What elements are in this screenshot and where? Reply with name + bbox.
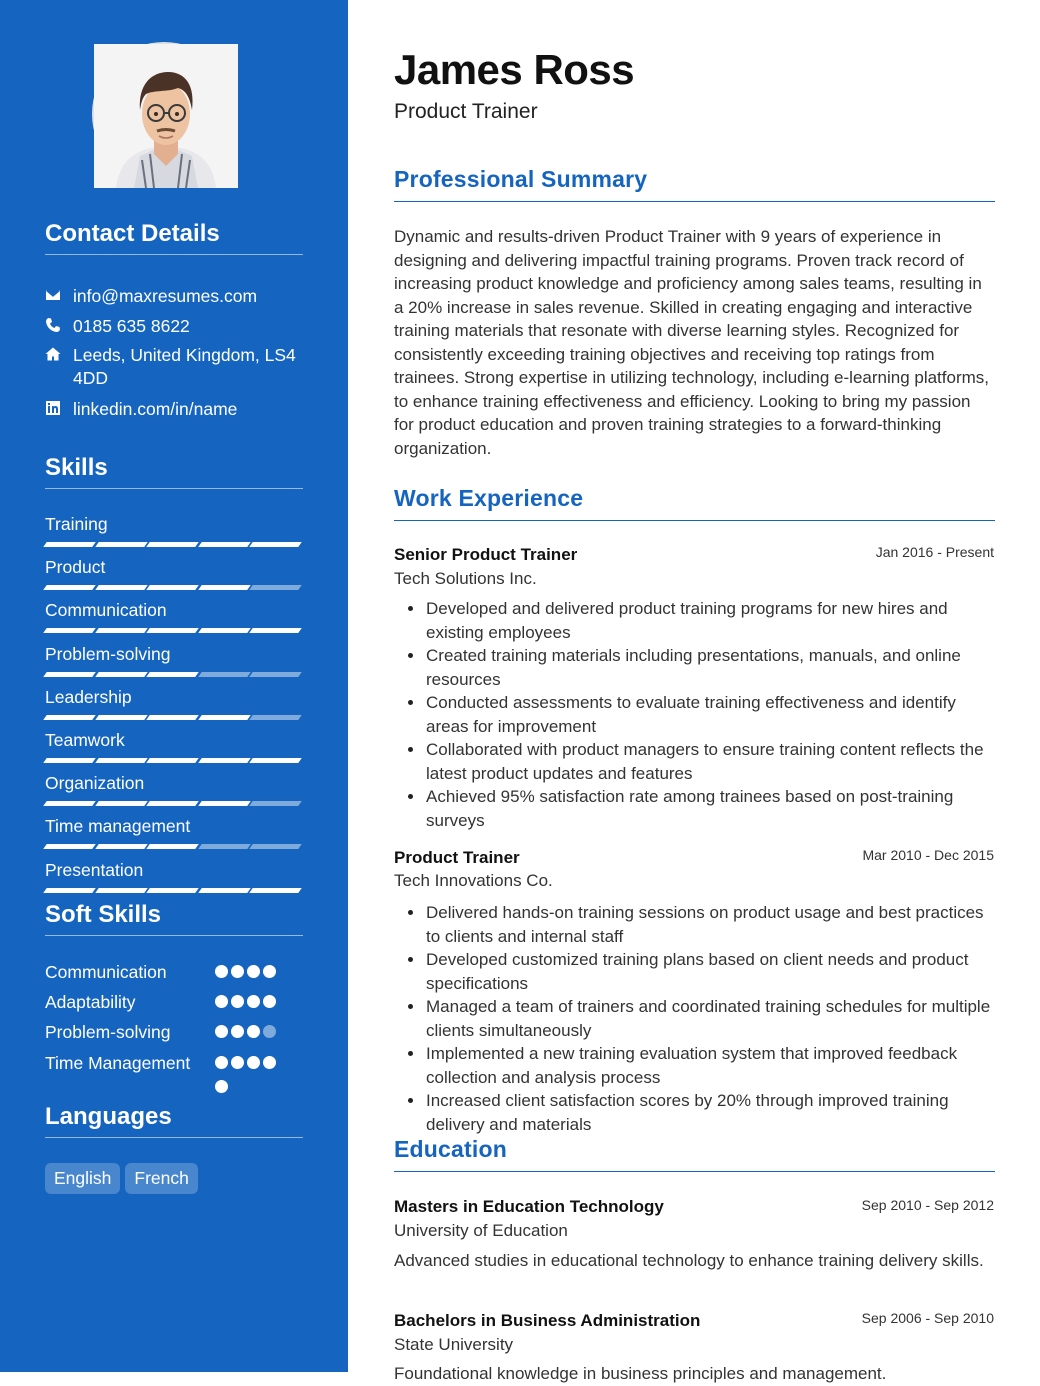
sidebar xyxy=(0,0,348,1372)
skill-name: Time management xyxy=(45,816,191,836)
skill-rating-bar xyxy=(43,585,95,590)
list-item: Increased client satisfaction scores by 20% through improved training delivery and materials xyxy=(394,1089,995,1136)
skill-rating-bar xyxy=(146,758,198,763)
skill-rating-bar xyxy=(198,801,250,806)
contact-linkedin-text: linkedin.com/in/name xyxy=(73,399,238,419)
skill-rating-bar xyxy=(198,672,250,677)
language-tag: French xyxy=(125,1163,197,1194)
soft-skill-rating-dot xyxy=(231,1056,244,1069)
skill-rating-bar xyxy=(146,801,198,806)
soft-skill-rating-dot xyxy=(263,1056,276,1069)
skill-rating-bar xyxy=(146,585,198,590)
skill-name: Problem-solving xyxy=(45,644,171,664)
skill-rating-bars xyxy=(45,715,303,720)
education-heading: Education xyxy=(394,1136,995,1172)
degree-description: Foundational knowledge in business principles and management. xyxy=(394,1364,887,1383)
skill-rating-bar xyxy=(43,672,95,677)
avatar xyxy=(92,42,236,186)
soft-skill-rating-dot xyxy=(215,995,228,1008)
skill-rating-bar xyxy=(43,715,95,720)
soft-skill-rating-dot xyxy=(247,1056,260,1069)
skill-rating-bar xyxy=(146,542,198,547)
contact-linkedin[interactable] xyxy=(45,398,303,421)
skill-rating-bars xyxy=(45,585,303,590)
skill-name: Organization xyxy=(45,773,145,793)
list-item: Collaborated with product managers to ensure training content reflects the latest product updates and features xyxy=(394,738,995,785)
job-bullets xyxy=(394,901,995,1136)
degree-school: University of Education xyxy=(394,1221,568,1240)
skill-rating-bar xyxy=(146,628,198,633)
skill-rating-bar xyxy=(43,542,95,547)
soft-skill-name: Time Management xyxy=(45,1053,191,1073)
job-bullets xyxy=(394,597,995,832)
skill-rating-bar xyxy=(95,672,147,677)
soft-skill-rating-dot xyxy=(215,1056,228,1069)
skill-rating-bar xyxy=(250,672,302,677)
skill-rating-bar xyxy=(146,888,198,893)
degree-title: Bachelors in Business Administration xyxy=(394,1311,701,1330)
skill-item xyxy=(45,514,303,547)
job-dates: Jan 2016 - Present xyxy=(875,544,994,560)
home-icon xyxy=(45,344,73,390)
skill-item xyxy=(45,644,303,677)
experience-heading: Work Experience xyxy=(394,485,995,521)
job-company: Tech Solutions Inc. xyxy=(394,569,537,588)
skill-rating-bar xyxy=(146,672,198,677)
skill-name: Leadership xyxy=(45,687,132,707)
skill-rating-bars xyxy=(45,844,303,849)
contact-address xyxy=(45,344,303,390)
skill-rating-bar xyxy=(43,801,95,806)
contact-address-text: Leeds, United Kingdom, LS4 4DD xyxy=(73,345,296,388)
degree-dates: Sep 2010 - Sep 2012 xyxy=(861,1197,994,1213)
soft-skill-rating-dot xyxy=(231,995,244,1008)
skill-rating-bar xyxy=(95,888,147,893)
list-item: Conducted assessments to evaluate training effectiveness and identify areas for improvement xyxy=(394,691,995,738)
degree-description: Advanced studies in educational technology to enhance training delivery skills. xyxy=(394,1251,984,1270)
skill-rating-bar xyxy=(95,844,147,849)
skills-heading: Skills xyxy=(45,454,303,489)
soft-skill-rating-dot xyxy=(215,1080,228,1093)
skill-item xyxy=(45,557,303,590)
skill-item xyxy=(45,816,303,849)
summary-text: Dynamic and results-driven Product Trainer with 9 years of experience in designing and delivering impactful training programs. Proven track record of increasing product knowledge and proficiency among sales teams, resulting in a 20% increase in sales revenue. Skilled in creating engaging and interactive training materials that resonate with diverse learning styles. Recognized for consistently exceeding training objectives and receiving top ratings from trainees. Strong expertise in utilizing technology, including e-learning platforms, to enhance training effectiveness and efficiency. Looking to bring my passion for product education and proven training strategies to a forward-thinking organization. xyxy=(394,227,990,458)
skill-rating-bar xyxy=(250,585,302,590)
soft-skill-rating-dots xyxy=(215,1056,291,1104)
skill-rating-bars xyxy=(45,801,303,806)
soft-skill-rating-dot xyxy=(215,965,228,978)
skill-rating-bar xyxy=(250,542,302,547)
contact-heading: Contact Details xyxy=(45,220,303,255)
soft-skill-rating-dot xyxy=(231,965,244,978)
skill-rating-bar xyxy=(198,585,250,590)
degree-school: State University xyxy=(394,1335,514,1354)
soft-skill-rating-dots xyxy=(215,965,291,989)
skill-rating-bar xyxy=(146,715,198,720)
envelope-icon xyxy=(45,285,73,308)
list-item: Delivered hands-on training sessions on product usage and best practices to clients and internal staff xyxy=(394,901,995,948)
soft-skill-name: Problem-solving xyxy=(45,1022,171,1042)
skill-rating-bar xyxy=(95,585,147,590)
skill-rating-bars xyxy=(45,628,303,633)
soft-skill-rating-dots xyxy=(215,995,291,1019)
skill-rating-bar xyxy=(198,888,250,893)
phone-icon xyxy=(45,315,73,338)
job-title: Senior Product Trainer xyxy=(394,545,578,564)
languages-list xyxy=(45,1163,203,1194)
skill-rating-bar xyxy=(250,844,302,849)
skill-name: Presentation xyxy=(45,860,144,880)
soft-skill-rating-dot xyxy=(263,995,276,1008)
soft-skill-rating-dot xyxy=(247,1025,260,1038)
skill-rating-bar xyxy=(43,888,95,893)
soft-skill-rating-dot xyxy=(215,1025,228,1038)
soft-skill-name: Communication xyxy=(45,962,167,982)
list-item: Managed a team of trainers and coordinated training schedules for multiple clients simultaneously xyxy=(394,995,995,1042)
skill-rating-bar xyxy=(43,758,95,763)
skill-rating-bar xyxy=(95,801,147,806)
contact-email-text: info@maxresumes.com xyxy=(73,286,258,306)
skill-rating-bar xyxy=(250,758,302,763)
skill-rating-bar xyxy=(95,542,147,547)
candidate-title: Product Trainer xyxy=(394,100,538,123)
linkedin-icon xyxy=(45,398,73,421)
degree-dates: Sep 2006 - Sep 2010 xyxy=(861,1310,994,1326)
candidate-name: James Ross xyxy=(394,46,635,93)
skill-rating-bar xyxy=(198,628,250,633)
skill-rating-bars xyxy=(45,672,303,677)
job-company: Tech Innovations Co. xyxy=(394,871,553,890)
skill-rating-bar xyxy=(43,844,95,849)
skill-rating-bar xyxy=(198,844,250,849)
skill-rating-bar xyxy=(95,758,147,763)
list-item: Developed customized training plans based on client needs and product specifications xyxy=(394,948,995,995)
skill-rating-bar xyxy=(43,628,95,633)
contact-phone-text: 0185 635 8622 xyxy=(73,316,190,336)
job-dates: Mar 2010 - Dec 2015 xyxy=(862,847,994,863)
skill-name: Training xyxy=(45,514,108,534)
skill-name: Product xyxy=(45,557,106,577)
skill-item xyxy=(45,730,303,763)
languages-heading: Languages xyxy=(45,1103,303,1138)
skill-rating-bar xyxy=(95,628,147,633)
skill-item xyxy=(45,860,303,893)
job-title: Product Trainer xyxy=(394,848,520,867)
list-item: Developed and delivered product training programs for new hires and existing employees xyxy=(394,597,995,644)
soft-skill-rating-dot xyxy=(247,995,260,1008)
skill-name: Teamwork xyxy=(45,730,125,750)
skill-rating-bar xyxy=(146,844,198,849)
degree-title: Masters in Education Technology xyxy=(394,1197,664,1216)
soft-skill-name: Adaptability xyxy=(45,992,136,1012)
skill-rating-bar xyxy=(198,758,250,763)
skill-name: Communication xyxy=(45,600,167,620)
skill-rating-bar xyxy=(250,888,302,893)
skill-rating-bar xyxy=(250,715,302,720)
skill-rating-bar xyxy=(250,628,302,633)
language-tag: English xyxy=(45,1163,120,1194)
skill-rating-bars xyxy=(45,888,303,893)
soft-skill-rating-dot xyxy=(247,965,260,978)
skill-rating-bar xyxy=(95,715,147,720)
soft-skills-heading: Soft Skills xyxy=(45,901,303,936)
soft-skill-rating-dot xyxy=(231,1025,244,1038)
skill-rating-bar xyxy=(198,715,250,720)
soft-skill-rating-dot xyxy=(263,1025,276,1038)
list-item: Achieved 95% satisfaction rate among trainees based on post-training surveys xyxy=(394,785,995,832)
skill-rating-bars xyxy=(45,542,303,547)
skill-rating-bar xyxy=(250,801,302,806)
soft-skill-rating-dot xyxy=(263,965,276,978)
skill-rating-bar xyxy=(198,542,250,547)
list-item: Created training materials including presentations, manuals, and online resources xyxy=(394,644,995,691)
skill-item xyxy=(45,687,303,720)
contact-email[interactable] xyxy=(45,285,303,308)
skill-rating-bars xyxy=(45,758,303,763)
summary-heading: Professional Summary xyxy=(394,166,995,202)
soft-skill-rating-dots xyxy=(215,1025,291,1049)
contact-phone[interactable] xyxy=(45,315,303,338)
list-item: Implemented a new training evaluation system that improved feedback collection and analysis process xyxy=(394,1042,995,1089)
skill-item xyxy=(45,773,303,806)
skill-item xyxy=(45,600,303,633)
